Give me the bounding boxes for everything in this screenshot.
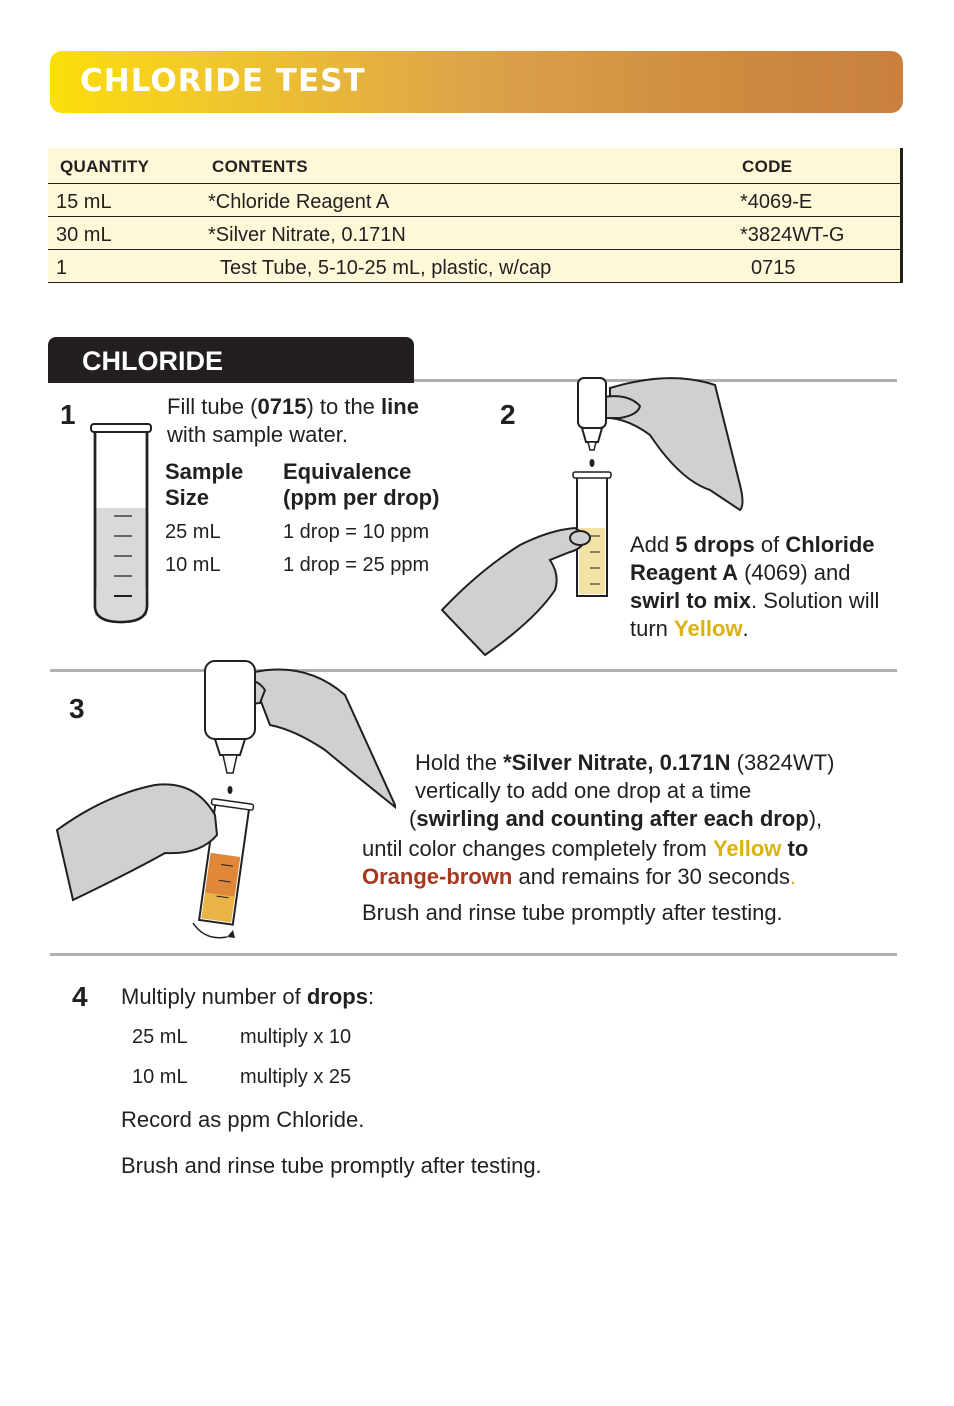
divider (50, 953, 897, 956)
row-contents: Test Tube, 5-10-25 mL, plastic, w/cap (220, 257, 552, 279)
text-span: and remains for 30 seconds (512, 864, 790, 889)
drops-word: drops (306, 984, 368, 1009)
table-header-row (48, 148, 903, 184)
text-span: Hold the (415, 750, 504, 775)
tube-code: 0715 (257, 394, 307, 419)
header-code: CODE (742, 157, 793, 176)
text-span: . (789, 864, 797, 889)
sample-size-header (165, 459, 243, 511)
table-row (48, 184, 903, 217)
step-3-line-1 (415, 749, 834, 777)
text-span: ), (808, 806, 823, 831)
text-span: Multiply number of (121, 984, 307, 1009)
record-instruction: Record as ppm Chloride. (121, 1107, 365, 1132)
text-span: with sample water. (167, 422, 348, 447)
swirl-instruction: swirl to mix (630, 588, 752, 613)
text-span: turn (630, 616, 675, 641)
multiplier-value: multiply x 10 (240, 1026, 352, 1048)
step-1-number: 1 (60, 399, 76, 430)
reagent-name: *Silver Nitrate, 0.171N (503, 750, 731, 775)
step-3-number: 3 (69, 693, 85, 724)
text-span: (4069) and (737, 560, 851, 585)
row-code: *4069-E (740, 191, 813, 213)
kit-contents-table (48, 148, 903, 283)
table-row (48, 250, 903, 283)
text-span: ) to the (306, 394, 382, 419)
row-quantity: 15 mL (56, 191, 112, 213)
row-contents: *Chloride Reagent A (208, 191, 390, 213)
text-span: . Solution will (751, 588, 880, 613)
reagent-name: Reagent A (630, 560, 738, 585)
swirl-instruction: swirling and counting after each drop (416, 806, 809, 831)
header-quantity: QUANTITY (60, 157, 150, 176)
row-code: *3824WT-G (740, 224, 845, 246)
test-tube-illustration (85, 418, 157, 628)
step-3-rinse: Brush and rinse tube promptly after testing. (362, 900, 783, 925)
drops-count: 5 drops (675, 532, 755, 557)
equivalence-header (283, 459, 439, 511)
text-span: Add (630, 532, 676, 557)
header-line: Sample (165, 459, 244, 484)
row-code: 0715 (751, 257, 796, 279)
silver-nitrate-dropper-illustration (55, 655, 400, 945)
sample-size-value: 25 mL (165, 521, 221, 543)
equivalence-value: 1 drop = 25 ppm (283, 554, 430, 576)
line-word: line (381, 394, 419, 419)
text-span: . (742, 616, 749, 641)
header-line: Equivalence (283, 459, 412, 484)
text-span: to (781, 836, 809, 861)
step-3-line-4 (362, 835, 808, 863)
header-line: Size (165, 485, 210, 510)
reagent-name: Chloride (785, 532, 875, 557)
text-span: Fill tube ( (167, 394, 258, 419)
step-3-line-5 (362, 863, 796, 891)
sample-size-value: 25 mL (132, 1026, 188, 1048)
section-title: CHLORIDE (82, 346, 223, 376)
row-contents: *Silver Nitrate, 0.171N (208, 224, 406, 246)
text-span: (3824WT) (730, 750, 835, 775)
title-banner (50, 51, 903, 113)
section-tab (48, 337, 414, 383)
step-4-number: 4 (72, 981, 88, 1012)
step-2-instruction (630, 531, 879, 643)
text-span: : (367, 984, 375, 1009)
header-contents: CONTENTS (212, 157, 308, 176)
table-row (48, 217, 903, 250)
step-4-instruction (121, 983, 374, 1011)
step-3-line-3 (409, 805, 822, 833)
sample-size-value: 10 mL (132, 1066, 188, 1088)
step-1-instruction (167, 393, 419, 449)
equivalence-value: 1 drop = 10 ppm (283, 521, 430, 543)
orange-brown-color-word: Orange-brown (362, 864, 513, 889)
yellow-color-word: Yellow (674, 616, 743, 641)
multiplier-value: multiply x 25 (240, 1066, 352, 1088)
sample-size-value: 10 mL (165, 554, 221, 576)
yellow-color-word: Yellow (712, 836, 782, 861)
step-4-rinse: Brush and rinse tube promptly after testing. (121, 1153, 542, 1178)
row-quantity: 1 (56, 257, 68, 279)
text-span: of (754, 532, 786, 557)
text-span: until color changes completely from (362, 836, 713, 861)
row-quantity: 30 mL (56, 224, 112, 246)
header-line: (ppm per drop) (283, 485, 440, 510)
step-3-line-2: vertically to add one drop at a time (415, 778, 752, 803)
page-title: CHLORIDE TEST (80, 63, 366, 99)
step-2-number: 2 (500, 399, 516, 430)
text-span: ( (409, 806, 417, 831)
